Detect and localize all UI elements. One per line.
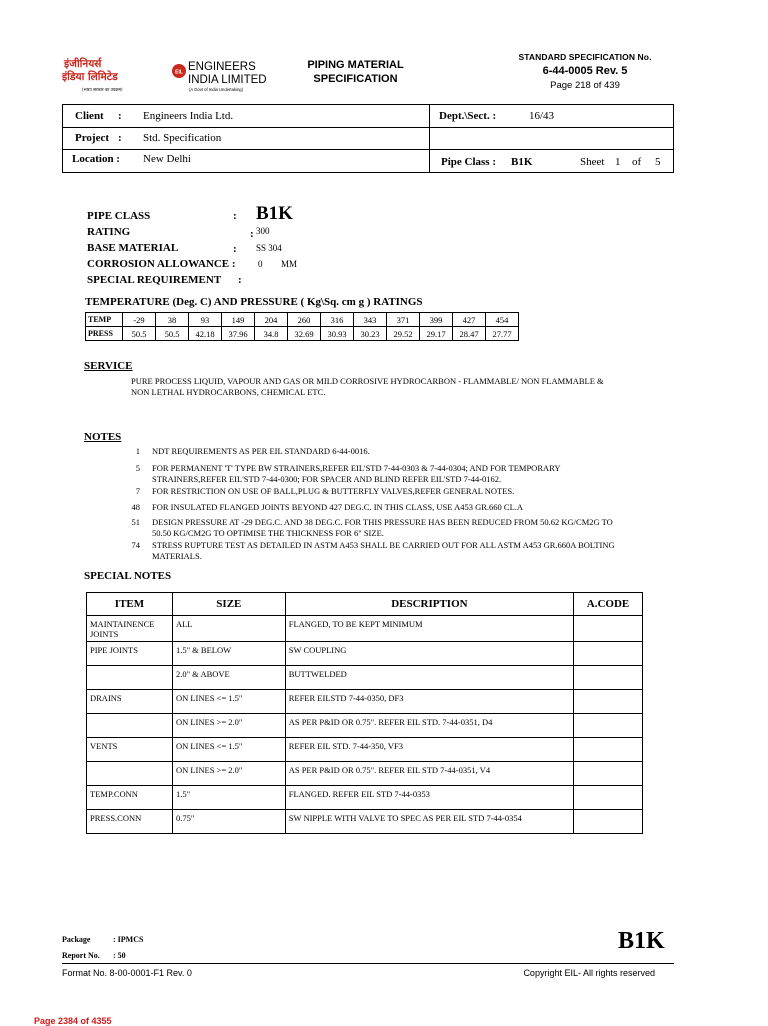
pressure-cell: 29.52	[387, 327, 420, 341]
table-row	[87, 642, 643, 666]
note-number: 5	[135, 463, 140, 473]
logo-hindi-line1: इंजीनियर्स	[64, 58, 102, 70]
temperature-cell: -29	[123, 313, 156, 327]
client-label: Client	[75, 110, 104, 122]
item-cell	[87, 666, 173, 690]
temperature-cell: 149	[222, 313, 255, 327]
item-cell: TEMP.CONN	[87, 786, 173, 810]
pressure-cell: 27.77	[486, 327, 519, 341]
package-row	[62, 932, 143, 948]
special-notes-heading: SPECIAL NOTES	[84, 570, 172, 582]
info-column-divider	[429, 105, 430, 172]
special-notes-header-row	[87, 593, 643, 616]
description-cell: FLANGED, TO BE KEPT MINIMUM	[285, 616, 573, 642]
column-header-item: ITEM	[87, 593, 173, 616]
size-cell: ON LINES <= 1.5"	[172, 690, 285, 714]
svg-text:EIL: EIL	[175, 69, 183, 76]
table-row	[87, 690, 643, 714]
logo-hindi-line2: इंडिया लिमिटेड	[62, 71, 118, 83]
rating-value: 300	[256, 226, 270, 236]
document-title	[298, 58, 413, 86]
format-number: Format No. 8-00-0001-F1 Rev. 0	[62, 968, 192, 978]
project-value: Std. Specification	[143, 132, 222, 144]
column-header-description: DESCRIPTION	[285, 593, 573, 616]
note-number: 7	[135, 486, 140, 496]
pipe-class-field-value: B1K	[256, 203, 293, 224]
note-text-continued: MATERIALS.	[152, 551, 202, 561]
special-requirement-label: SPECIAL REQUIREMENT	[87, 274, 222, 286]
ratings-table	[85, 312, 519, 341]
sheet-total: 5	[655, 156, 661, 168]
size-cell: 1.5"	[172, 786, 285, 810]
acode-cell	[574, 810, 643, 834]
ratings-title: TEMPERATURE (Deg. C) AND PRESSURE ( Kg\Sq. cm g ) RATINGS	[85, 296, 423, 308]
temperature-cell: 371	[387, 313, 420, 327]
item-cell: PRESS.CONN	[87, 810, 173, 834]
temperature-cell: 316	[321, 313, 354, 327]
document-page-footer: Page 2384 of 4355	[34, 1016, 112, 1026]
note-number: 48	[131, 502, 140, 512]
report-label: Report No.	[62, 951, 100, 960]
pressure-cell: 28.47	[453, 327, 486, 341]
sheet-label: Sheet	[580, 156, 605, 168]
temperature-cell: 38	[156, 313, 189, 327]
note-text: STRESS RUPTURE TEST AS DETAILED IN ASTM A453 SHALL BE CARRIED OUT FOR ALL ASTM A453 GR.660A BOLTING	[152, 540, 615, 550]
item-cell: DRAINS	[87, 690, 173, 714]
item-cell: PIPE JOINTS	[87, 642, 173, 666]
table-row	[87, 616, 643, 642]
info-row-divider	[63, 149, 673, 150]
info-row-divider	[63, 127, 673, 128]
document-title-line1: PIPING MATERIAL	[307, 59, 404, 71]
dept-label: Dept.\Sect. :	[439, 110, 497, 122]
acode-cell	[574, 666, 643, 690]
size-cell: ON LINES >= 2.0"	[172, 762, 285, 786]
table-row	[87, 762, 643, 786]
service-text-line1: PURE PROCESS LIQUID, VAPOUR AND GAS OR MILD CORROSIVE HYDROCARBON - FLAMMABLE/ NON FLAMMABLE &	[131, 376, 604, 386]
footer-pipe-class: B1K	[618, 928, 665, 954]
logo-emblem-icon	[172, 64, 186, 78]
base-material-value: SS 304	[256, 243, 282, 253]
temperature-cell: 343	[354, 313, 387, 327]
temperature-cell: 260	[288, 313, 321, 327]
corrosion-allowance-label: CORROSION ALLOWANCE :	[87, 258, 236, 270]
project-colon: :	[118, 132, 122, 144]
item-cell: MAINTAINENCE JOINTS	[87, 616, 173, 642]
pressure-row	[86, 327, 519, 341]
location-label: Location :	[72, 153, 120, 165]
description-cell: AS PER P&ID OR 0.75". REFER EIL STD 7-44-0351, V4	[285, 762, 573, 786]
item-cell	[87, 762, 173, 786]
pressure-cell: 29.17	[420, 327, 453, 341]
note-text: FOR RESTRICTION ON USE OF BALL,PLUG & BUTTERFLY VALVES,REFER GENERAL NOTES.	[152, 486, 515, 496]
column-header-size: SIZE	[172, 593, 285, 616]
location-value: New Delhi	[143, 153, 191, 165]
corrosion-allowance-unit: MM	[281, 259, 298, 269]
pressure-cell: 37.96	[222, 327, 255, 341]
temperature-cell: 399	[420, 313, 453, 327]
pressure-cell: 34.8	[255, 327, 288, 341]
sheet-number: 1	[615, 156, 621, 168]
logo-english-line1: ENGINEERS	[188, 61, 256, 73]
temperature-row-label: TEMP	[86, 313, 123, 327]
acode-cell	[574, 738, 643, 762]
acode-cell	[574, 642, 643, 666]
document-title-line2: SPECIFICATION	[313, 73, 398, 85]
special-notes-table	[86, 592, 643, 834]
size-cell: 0.75"	[172, 810, 285, 834]
acode-cell	[574, 690, 643, 714]
standard-spec-label: STANDARD SPECIFICATION No.	[518, 52, 652, 62]
note-text-continued: 50.50 KG/CM2G TO OPTIMISE THE THICKNESS FOR 6" SIZE.	[152, 528, 384, 538]
acode-cell	[574, 786, 643, 810]
pressure-cell: 30.93	[321, 327, 354, 341]
size-cell: ALL	[172, 616, 285, 642]
pressure-cell: 50.5	[123, 327, 156, 341]
note-text: FOR PERMANENT 'T' TYPE BW STRAINERS,REFER EIL'STD 7-44-0303 & 7-44-0304; AND FOR TEMPORARY	[152, 463, 561, 473]
package-value: : IPMCS	[113, 935, 144, 944]
description-cell: AS PER P&ID OR 0.75". REFER EIL STD. 7-44-0351, D4	[285, 714, 573, 738]
pipe-class-value: B1K	[511, 156, 533, 168]
column-header-acode: A.CODE	[574, 593, 643, 616]
package-info	[62, 932, 143, 964]
size-cell: ON LINES <= 1.5"	[172, 738, 285, 762]
note-number: 1	[135, 446, 140, 456]
temperature-row	[86, 313, 519, 327]
description-cell: REFER EIL STD. 7-44-350, VF3	[285, 738, 573, 762]
logo-tagline-hindi: (भारत सरकार का उपक्रम)	[82, 87, 123, 92]
description-cell: FLANGED. REFER EIL STD 7-44-0353	[285, 786, 573, 810]
rating-label: RATING	[87, 226, 131, 238]
acode-cell	[574, 714, 643, 738]
temperature-cell: 427	[453, 313, 486, 327]
size-cell: ON LINES >= 2.0"	[172, 714, 285, 738]
special-requirement-colon: :	[238, 274, 242, 286]
footer-divider	[62, 963, 674, 964]
rating-colon: :	[250, 228, 254, 240]
table-row	[87, 810, 643, 834]
temperature-cell: 204	[255, 313, 288, 327]
item-cell	[87, 714, 173, 738]
description-cell: REFER EILSTD 7-44-0350, DF3	[285, 690, 573, 714]
table-row	[87, 714, 643, 738]
project-info-box	[62, 104, 674, 173]
size-cell: 1.5" & BELOW	[172, 642, 285, 666]
table-row	[87, 666, 643, 690]
note-text-continued: STRAINERS,REFER EIL'STD 7-44-0300; FOR SPACER AND BLIND REFER EIL'STD 7-44-0162.	[152, 474, 502, 484]
service-text-line2: NON LETHAL HYDROCARBONS, CHEMICAL ETC.	[131, 387, 326, 397]
acode-cell	[574, 762, 643, 786]
temperature-cell: 454	[486, 313, 519, 327]
service-heading: SERVICE	[84, 360, 133, 372]
notes-heading: NOTES	[84, 431, 122, 443]
pressure-cell: 50.5	[156, 327, 189, 341]
pressure-cell: 42.18	[189, 327, 222, 341]
pressure-cell: 30.23	[354, 327, 387, 341]
pressure-row-label: PRESS	[86, 327, 123, 341]
report-value: : 50	[113, 951, 126, 960]
package-label: Package	[62, 935, 91, 944]
dept-value: 16/43	[529, 110, 555, 122]
sheet-of: of	[632, 156, 642, 168]
base-material-colon: :	[233, 243, 237, 255]
note-text: NDT REQUIREMENTS AS PER EIL STANDARD 6-44-0016.	[152, 446, 370, 456]
copyright-notice: Copyright EIL- All rights reserved	[523, 968, 655, 978]
report-row	[62, 948, 143, 964]
note-number: 51	[131, 517, 140, 527]
description-cell: SW NIPPLE WITH VALVE TO SPEC AS PER EIL STD 7-44-0354	[285, 810, 573, 834]
pipe-class-field-label: PIPE CLASS	[87, 210, 151, 222]
temperature-cell: 93	[189, 313, 222, 327]
description-cell: SW COUPLING	[285, 642, 573, 666]
eil-logo	[62, 55, 267, 95]
logo-tagline: (A Govt of India Undertaking)	[189, 87, 243, 92]
acode-cell	[574, 616, 643, 642]
note-number: 74	[131, 540, 140, 550]
description-cell: BUTTWELDED	[285, 666, 573, 690]
page-indicator: Page 218 of 439	[550, 80, 620, 91]
pressure-cell: 32.69	[288, 327, 321, 341]
project-label: Project	[75, 132, 109, 144]
note-text: DESIGN PRESSURE AT -29 DEG.C. AND 38 DEG.C. FOR THIS PRESSURE HAS BEEN REDUCED FROM 50.62 KG/CM2G TO	[152, 517, 613, 527]
note-text: FOR INSULATED FLANGED JOINTS BEYOND 427 DEG.C. IN THIS CLASS, USE A453 GR.660 CL.A	[152, 502, 524, 512]
pipe-class-label: Pipe Class :	[441, 156, 496, 168]
table-row	[87, 786, 643, 810]
corrosion-allowance-value: 0	[258, 259, 263, 269]
item-cell: VENTS	[87, 738, 173, 762]
standard-spec-number: 6-44-0005 Rev. 5	[542, 65, 628, 77]
logo-english-line2: INDIA LIMITED	[188, 74, 267, 86]
client-colon: :	[118, 110, 122, 122]
base-material-label: BASE MATERIAL	[87, 242, 179, 254]
pipe-class-colon: :	[233, 210, 237, 222]
size-cell: 2.0" & ABOVE	[172, 666, 285, 690]
table-row	[87, 738, 643, 762]
client-value: Engineers India Ltd.	[143, 110, 234, 122]
